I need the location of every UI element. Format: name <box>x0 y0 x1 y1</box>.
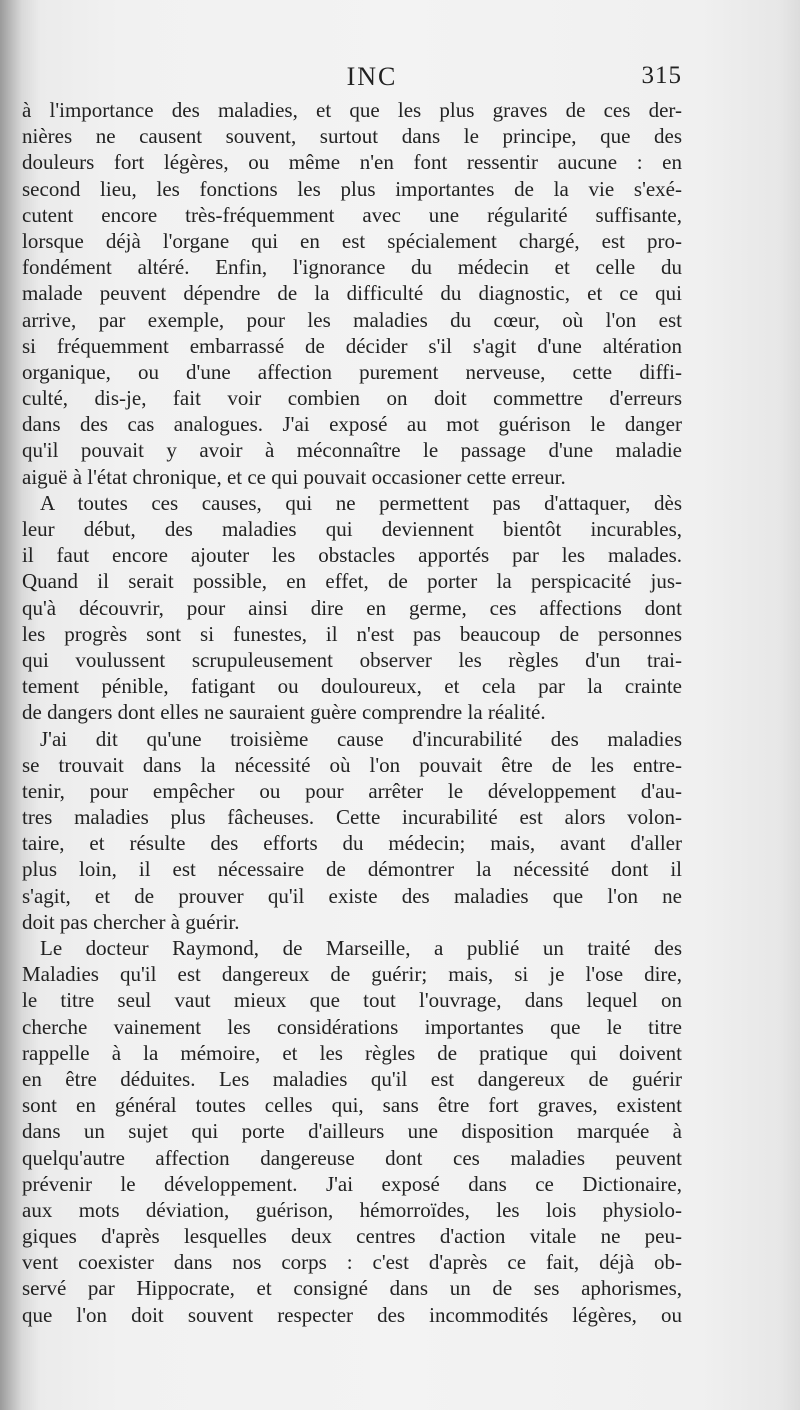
text-line: si fréquemment embarrassé de décider s'il s'agit d'une altération <box>22 333 682 358</box>
paragraph-first-line: J'ai dit qu'une troisième cause d'incurabilité des maladies <box>40 726 682 751</box>
text-line: qu'il pouvait y avoir à méconnaître le passage d'une maladie <box>22 438 682 463</box>
text-line: tres maladies plus fâcheuses. Cette incurabilité est alors volon- <box>22 805 682 830</box>
body-text <box>22 97 682 1328</box>
paragraph-first-line: A toutes ces causes, qui ne permettent pas d'attaquer, dès <box>40 490 682 515</box>
text-line: le titre seul vaut mieux que tout l'ouvrage, dans lequel on <box>22 988 682 1013</box>
text-line: rappelle à la mémoire, et les règles de pratique qui doivent <box>22 1040 682 1065</box>
text-line: organique, ou d'une affection purement nerveuse, cette diffi- <box>22 359 682 384</box>
running-head: INC <box>346 62 398 91</box>
text-line: malade peuvent dépendre de la difficulté du diagnostic, et ce qui <box>22 281 682 306</box>
text-line: Quand il serait possible, en effet, de porter la perspicacité jus- <box>22 569 682 594</box>
text-line: lorsque déjà l'organe qui en est spécialement chargé, est pro- <box>22 228 682 253</box>
text-line: cutent encore très-fréquemment avec une régularité suffisante, <box>22 202 682 227</box>
text-line: Maladies qu'il est dangereux de guérir; mais, si je l'ose dire, <box>22 962 682 987</box>
text-line: douleurs fort légères, ou même n'en font ressentir aucune : en <box>22 150 682 175</box>
text-line: fondément altéré. Enfin, l'ignorance du médecin et celle du <box>22 255 682 280</box>
text-line: second lieu, les fonctions les plus importantes de la vie s'exé- <box>22 176 682 201</box>
text-line: taire, et résulte des efforts du médecin; mais, avant d'aller <box>22 831 682 856</box>
text-line: aiguë à l'état chronique, et ce qui pouvait occasioner cette erreur. <box>22 464 566 489</box>
text-line: cherche vainement les considérations importantes que le titre <box>22 1014 682 1039</box>
text-line: qui voulussent scrupuleusement observer les règles d'un trai- <box>22 647 682 672</box>
text-line: dans un sujet qui porte d'ailleurs une disposition marquée à <box>22 1119 682 1144</box>
text-line: quelqu'autre affection dangereuse dont ces maladies peuvent <box>22 1145 682 1170</box>
text-line: il faut encore ajouter les obstacles apportés par les malades. <box>22 543 682 568</box>
text-line: les progrès sont si funestes, il n'est pas beaucoup de personnes <box>22 621 682 646</box>
text-line: culté, dis-je, fait voir combien on doit commettre d'erreurs <box>22 386 682 411</box>
text-line: doit pas chercher à guérir. <box>22 909 240 934</box>
text-line: s'agit, et de prouver qu'il existe des maladies que l'on ne <box>22 883 682 908</box>
text-line: en être déduites. Les maladies qu'il est dangereux de guérir <box>22 1066 682 1091</box>
text-line: sont en général toutes celles qui, sans être fort graves, existent <box>22 1093 682 1118</box>
text-line: nières ne causent souvent, surtout dans le principe, que des <box>22 124 682 149</box>
page-header <box>22 62 682 96</box>
text-line: de dangers dont elles ne sauraient guère comprendre la réalité. <box>22 700 546 725</box>
text-line: plus loin, il est nécessaire de démontrer la nécessité dont il <box>22 857 682 882</box>
text-line: à l'importance des maladies, et que les plus graves de ces der- <box>22 98 682 122</box>
text-line: qu'à découvrir, pour ainsi dire en germe, ces affections dont <box>22 595 682 620</box>
text-line: se trouvait dans la nécessité où l'on pouvait être de les entre- <box>22 752 682 777</box>
text-line: que l'on doit souvent respecter des incommodités légères, ou <box>22 1302 682 1327</box>
page-number: 315 <box>641 62 682 89</box>
paragraph-first-line: Le docteur Raymond, de Marseille, a publié un traité des <box>40 936 682 960</box>
text-line: tement pénible, fatigant ou douloureux, et cela par la crainte <box>22 674 682 699</box>
text-line: arrive, par exemple, pour les maladies du cœur, où l'on est <box>22 307 682 332</box>
text-line: dans des cas analogues. J'ai exposé au mot guérison le danger <box>22 412 682 437</box>
text-line: tenir, pour empêcher ou pour arrêter le développement d'au- <box>22 778 682 803</box>
text-line: leur début, des maladies qui deviennent bientôt incurables, <box>22 517 682 541</box>
text-line: prévenir le développement. J'ai exposé dans ce Dictionaire, <box>22 1171 682 1196</box>
text-line: aux mots déviation, guérison, hémorroïdes, les lois physiolo- <box>22 1197 682 1222</box>
text-line: giques d'après lesquelles deux centres d'action vitale ne peu- <box>22 1224 682 1249</box>
text-line: servé par Hippocrate, et consigné dans un de ses aphorismes, <box>22 1276 682 1301</box>
text-line: vent coexister dans nos corps : c'est d'après ce fait, déjà ob- <box>22 1250 682 1275</box>
